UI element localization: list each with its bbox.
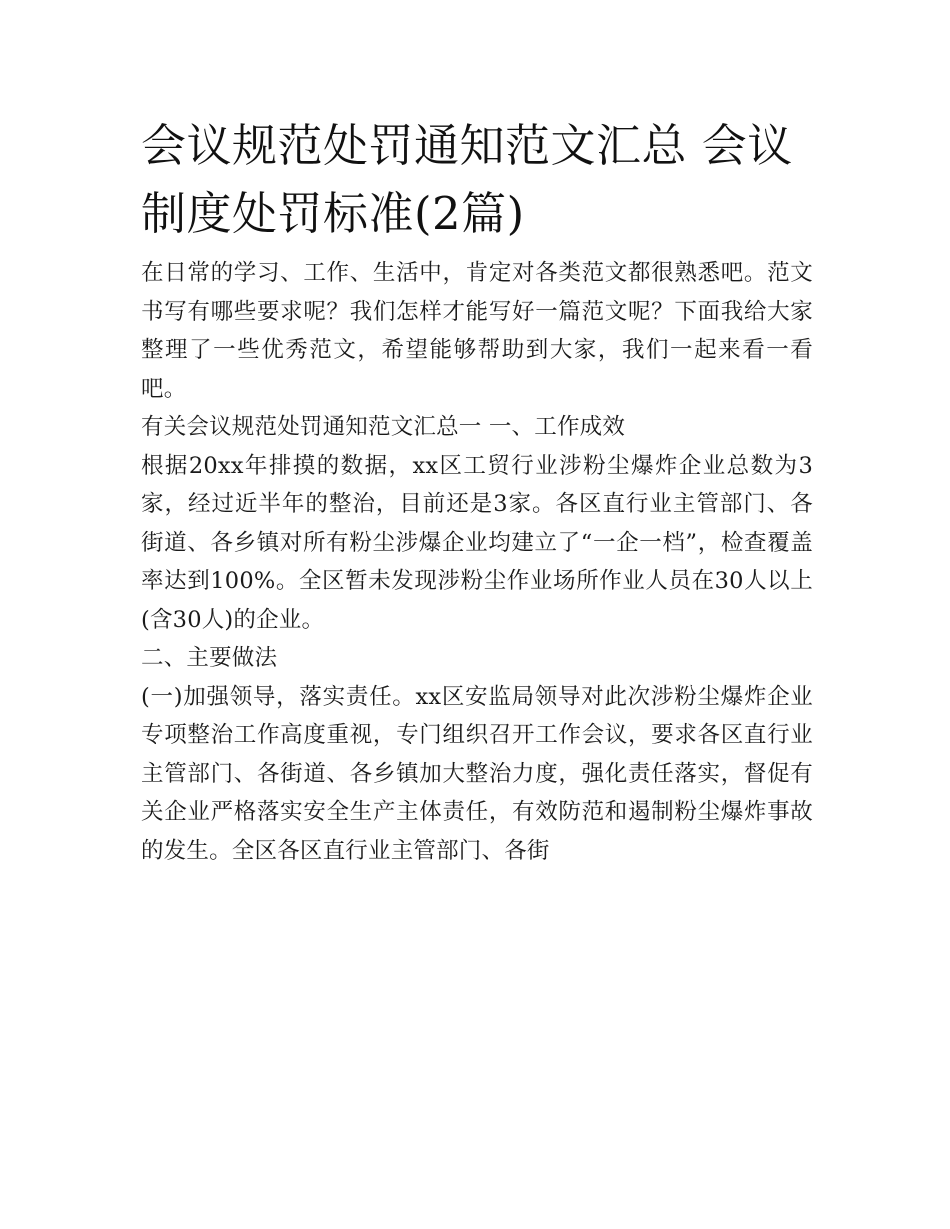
results-paragraph: 根据20xx年排摸的数据，xx区工贸行业涉粉尘爆炸企业总数为3家，经过近半年的整治，目前还是3家。各区直行业主管部门、各街道、各乡镇对所有粉尘涉爆企业均建立了“一企一档”，检查覆盖率达到100%。全区暂未发现涉粉尘作业场所作业人员在30人以上(含30人)的企业。 bbox=[141, 452, 813, 633]
section-heading-paragraph: 有关会议规范处罚通知范文汇总一 一、工作成效 bbox=[141, 414, 626, 440]
methods-paragraph: (一)加强领导，落实责任。xx区安监局领导对此次涉粉尘爆炸企业专项整治工作高度重视，专门组织召开工作会议，要求各区直行业主管部门、各街道、各乡镇加大整治力度，强化责任落实，督促有关企业严格落实安全生产主体责任，有效防范和遏制粉尘爆炸事故的发生。全区各区直行业主管部门、各街 bbox=[141, 683, 813, 864]
document-title: 会议规范处罚通知范文汇总 会议制度处罚标准(2篇) bbox=[141, 119, 793, 240]
intro-paragraph: 在日常的学习、工作、生活中，肯定对各类范文都很熟悉吧。范文书写有哪些要求呢？我们怎样才能写好一篇范文呢？下面我给大家整理了一些优秀范文，希望能够帮助到大家，我们一起来看一看吧。 bbox=[141, 260, 813, 402]
document-body bbox=[141, 254, 813, 870]
main-methods-heading: 二、主要做法 bbox=[141, 645, 278, 671]
document-page bbox=[141, 112, 813, 870]
